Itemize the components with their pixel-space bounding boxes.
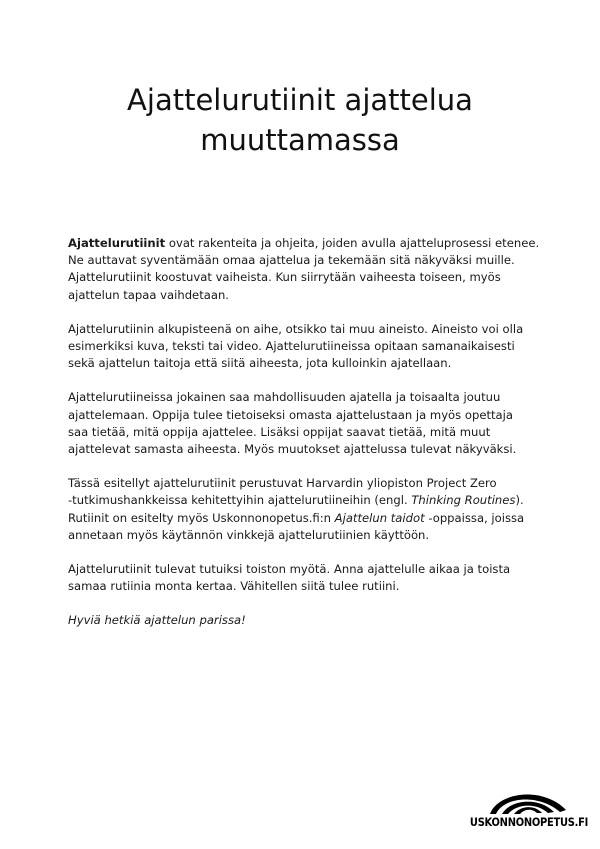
paragraph-4-line-2-end: ). <box>515 493 524 508</box>
paragraph-1-line-1 <box>68 235 548 252</box>
bold-term: Ajattelurutiinit <box>68 236 166 250</box>
paragraph-4-line-2-start: -tutkimushankkeissa kehitettyihin ajattelurutiineihin (engl. <box>68 493 412 508</box>
paragraph-2 <box>68 321 548 373</box>
logo-text: USKONNONOPETUS.FI <box>469 815 589 829</box>
paragraph-3 <box>68 389 548 458</box>
brand-logo <box>452 788 589 836</box>
closing-line <box>68 612 548 629</box>
page-title <box>60 80 540 160</box>
paragraph-4-line-3 <box>68 510 548 527</box>
paragraph-4-line-3-end: -oppaissa, joissa <box>424 510 525 525</box>
italic-term-ajattelun-taidot: Ajattelun taidot <box>334 510 425 525</box>
body-text <box>68 235 548 647</box>
paragraph-4-line-4: annetaan myös käytännön vinkkejä ajattelurutiinien käyttöön. <box>68 527 430 542</box>
paragraph-3-line-2: ajattelemaan. Oppija tulee tietoiseksi omasta ajattelustaan ja myös opettaja <box>68 407 513 422</box>
paragraph-2-line-2: esimerkiksi kuva, teksti tai video. Ajattelurutiineissa opitaan samanaikaisesti <box>68 339 515 354</box>
paragraph-3-line-1: Ajattelurutiineissa jokainen saa mahdollisuuden ajatella ja toisaalta joutuu <box>68 390 501 405</box>
paragraph-1-line-2: Ne auttavat syventämään omaa ajattelua ja tekemään sitä näkyväksi muille. <box>68 253 515 268</box>
paragraph-1 <box>68 235 548 304</box>
paragraph-4-line-3-start: Rutiinit on esitelty myös Uskonnonopetus.fi:n <box>68 510 335 525</box>
paragraph-5 <box>68 561 548 595</box>
italic-term-thinking-routines: Thinking Routines <box>411 493 516 508</box>
title-line-1: Ajattelurutiinit ajattelua <box>127 83 473 117</box>
paragraph-3-line-3: saa tietää, mitä oppija ajattelee. Lisäksi oppijat saavat tietää, mitä muut <box>68 424 491 439</box>
paragraph-1-line-1-text: ovat rakenteita ja ohjeita, joiden avulla ajatteluprosessi etenee. <box>165 236 540 250</box>
paragraph-4-line-2 <box>68 492 548 509</box>
paragraph-1-line-4: ajattelun tapaa vaihdetaan. <box>68 287 229 302</box>
paragraph-1-line-3: Ajattelurutiinit koostuvat vaiheista. Kun siirrytään vaiheesta toiseen, myös <box>68 270 501 285</box>
paragraph-4 <box>68 475 548 544</box>
title-line-2: muuttamassa <box>200 123 400 157</box>
paragraph-2-line-3: sekä ajattelun taitoja että siitä aiheesta, jota kulloinkin ajatellaan. <box>68 356 452 371</box>
arch-stripes-logo-icon <box>488 788 568 814</box>
closing-text: Hyviä hetkiä ajattelun parissa! <box>68 613 246 628</box>
paragraph-2-line-1: Ajattelurutiinin alkupisteenä on aihe, otsikko tai muu aineisto. Aineisto voi olla <box>68 321 524 336</box>
paragraph-5-line-1: Ajattelurutiinit tulevat tutuiksi toiston myötä. Anna ajattelulle aikaa ja toista <box>68 562 511 577</box>
paragraph-4-line-1: Tässä esitellyt ajattelurutiinit perustuvat Harvardin yliopiston Project Zero <box>68 476 497 491</box>
paragraph-5-line-2: samaa rutiinia monta kertaa. Vähitellen siitä tulee rutiini. <box>68 579 400 594</box>
paragraph-3-line-4: ajattelevat samasta aiheesta. Myös muutokset ajattelussa tulevat näkyväksi. <box>68 442 517 457</box>
